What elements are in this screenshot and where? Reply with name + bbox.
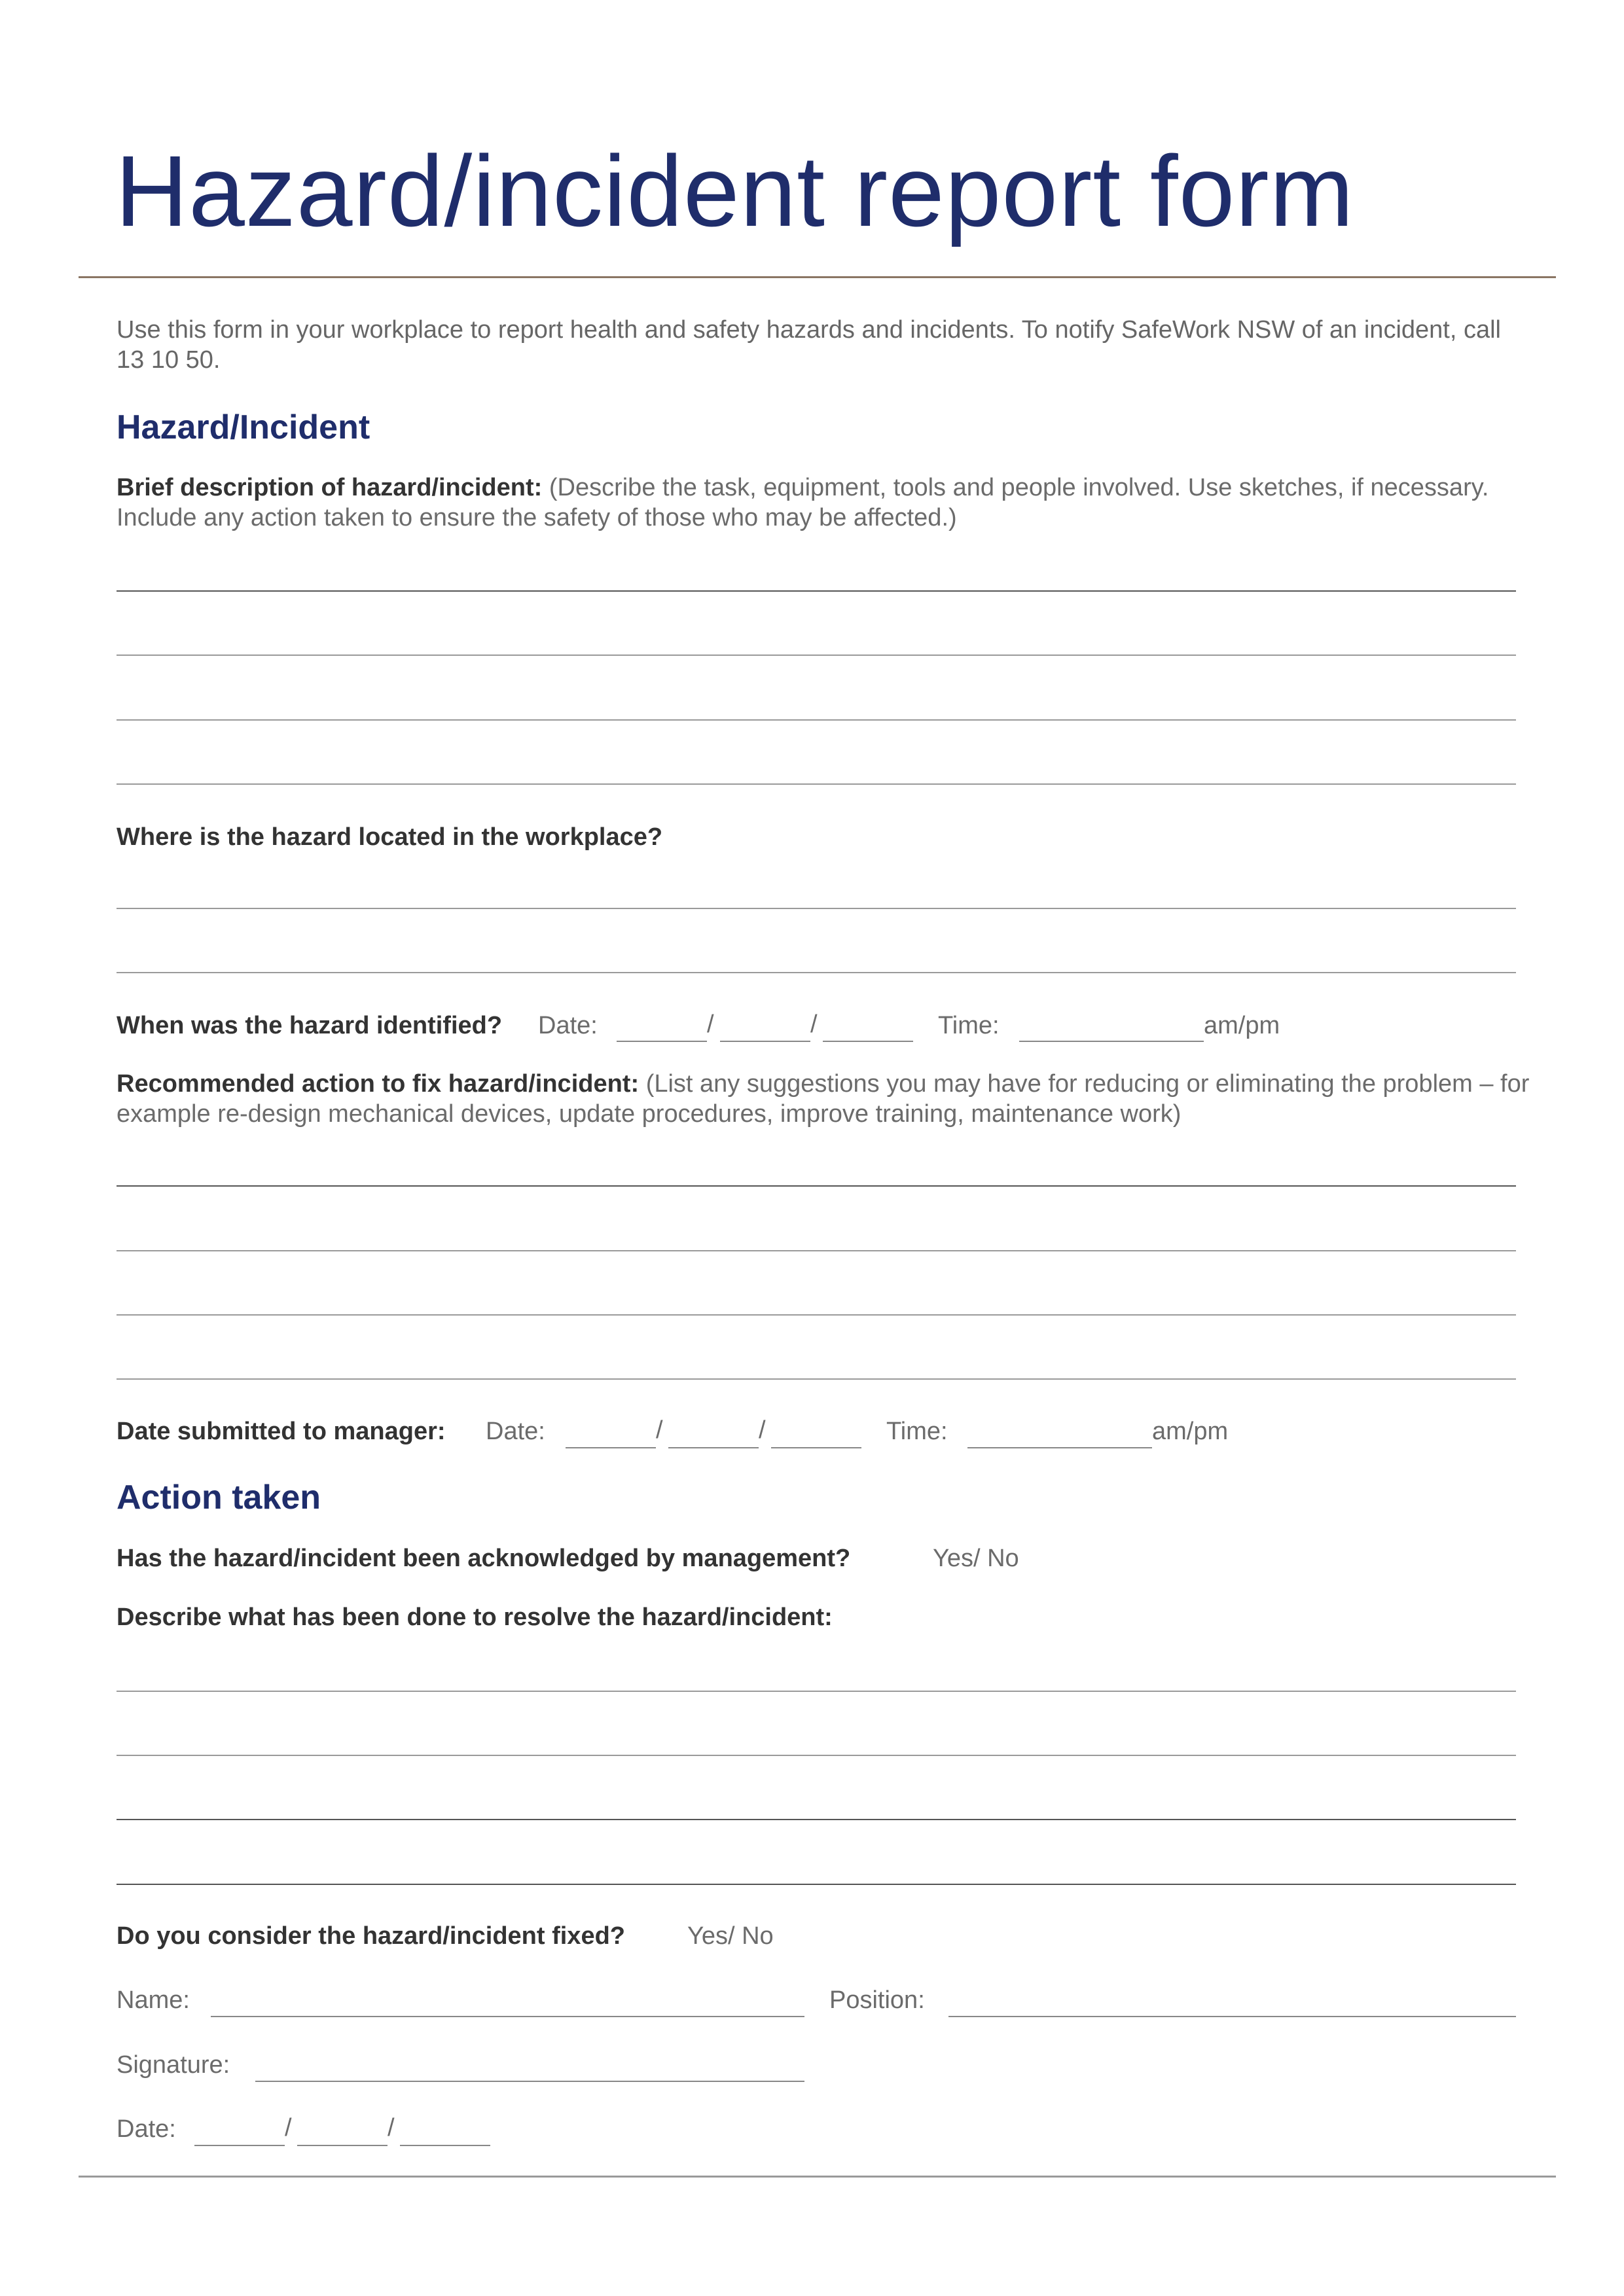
brief-description-label: Brief description of hazard/incident: — [117, 474, 543, 501]
final-date-sep-2: / — [388, 2114, 395, 2142]
identified-date-sep-2: / — [810, 1011, 818, 1038]
recommended-action-line-1[interactable] — [117, 1185, 1516, 1187]
location-line-2[interactable] — [117, 972, 1516, 973]
submitted-date-sep-2: / — [759, 1416, 766, 1444]
submitted-month-field[interactable] — [668, 1447, 759, 1448]
submitted-year-field[interactable] — [771, 1447, 861, 1448]
location-question: Where is the hazard located in the workplace? — [117, 823, 663, 851]
recommended-action-line-3[interactable] — [117, 1314, 1516, 1316]
submitted-date-label: Date: — [486, 1418, 545, 1445]
describe-resolution-question: Describe what has been done to resolve the hazard/incident: — [117, 1604, 833, 1631]
submitted-time-label: Time: — [886, 1418, 948, 1445]
fixed-yes-no[interactable]: Yes/ No — [687, 1922, 774, 1950]
identified-date-sep-1: / — [707, 1011, 714, 1038]
submitted-ampm: am/pm — [1152, 1418, 1229, 1445]
submitted-time-field[interactable] — [967, 1447, 1152, 1448]
brief-description-prompt — [117, 473, 1530, 533]
acknowledged-question: Has the hazard/incident been acknowledged by management? — [117, 1545, 851, 1572]
resolution-line-3[interactable] — [117, 1819, 1516, 1820]
brief-description-hint: (Describe the task, equipment, tools and people involved. Use sketches, if necessary. Include any action taken to ensure the safety of those who may be affected.) — [117, 474, 1489, 531]
identified-date-label: Date: — [538, 1012, 598, 1039]
position-label: Position: — [829, 1986, 925, 2014]
submitted-question: Date submitted to manager: — [117, 1418, 446, 1445]
recommended-action-line-4[interactable] — [117, 1378, 1516, 1380]
resolution-line-2[interactable] — [117, 1755, 1516, 1756]
resolution-line-1[interactable] — [117, 1691, 1516, 1692]
brief-description-line-4[interactable] — [117, 783, 1516, 785]
resolution-line-4[interactable] — [117, 1884, 1516, 1885]
signature-label: Signature: — [117, 2051, 230, 2079]
recommended-action-prompt — [117, 1069, 1530, 1129]
identified-time-field[interactable] — [1019, 1041, 1204, 1042]
final-date-label: Date: — [117, 2115, 176, 2143]
name-field[interactable] — [211, 2016, 804, 2017]
submitted-day-field[interactable] — [566, 1447, 656, 1448]
submitted-date-sep-1: / — [656, 1416, 663, 1444]
recommended-action-hint: (List any suggestions you may have for reducing or eliminating the problem – for example re-design mechanical devices, update procedures, improve training, maintenance work) — [117, 1070, 1530, 1128]
page-title: Hazard/incident report form — [115, 135, 1354, 247]
fixed-question: Do you consider the hazard/incident fixed? — [117, 1922, 625, 1950]
identified-question: When was the hazard identified? — [117, 1012, 503, 1039]
final-date-sep-1: / — [285, 2114, 292, 2142]
acknowledged-yes-no[interactable]: Yes/ No — [933, 1545, 1019, 1572]
recommended-action-label: Recommended action to fix hazard/incident: — [117, 1070, 640, 1098]
final-year-field[interactable] — [400, 2145, 490, 2146]
location-line-1[interactable] — [117, 908, 1516, 909]
identified-ampm: am/pm — [1204, 1012, 1280, 1039]
identified-month-field[interactable] — [720, 1041, 810, 1042]
brief-description-line-2[interactable] — [117, 655, 1516, 656]
identified-day-field[interactable] — [617, 1041, 707, 1042]
section-heading-action: Action taken — [117, 1479, 321, 1516]
final-month-field[interactable] — [297, 2145, 388, 2146]
section-heading-hazard: Hazard/Incident — [117, 408, 370, 446]
title-divider — [79, 276, 1556, 278]
name-label: Name: — [117, 1986, 190, 2014]
recommended-action-line-2[interactable] — [117, 1250, 1516, 1251]
identified-time-label: Time: — [938, 1012, 1000, 1039]
intro-text: Use this form in your workplace to report health and safety hazards and incidents. To notify SafeWork NSW of an incident, call 13 10 50. — [117, 316, 1501, 374]
brief-description-line-1[interactable] — [117, 590, 1516, 592]
footer-divider — [79, 2176, 1556, 2178]
identified-year-field[interactable] — [823, 1041, 913, 1042]
brief-description-line-3[interactable] — [117, 719, 1516, 721]
position-field[interactable] — [948, 2016, 1516, 2017]
final-day-field[interactable] — [194, 2145, 285, 2146]
signature-field[interactable] — [255, 2081, 804, 2082]
